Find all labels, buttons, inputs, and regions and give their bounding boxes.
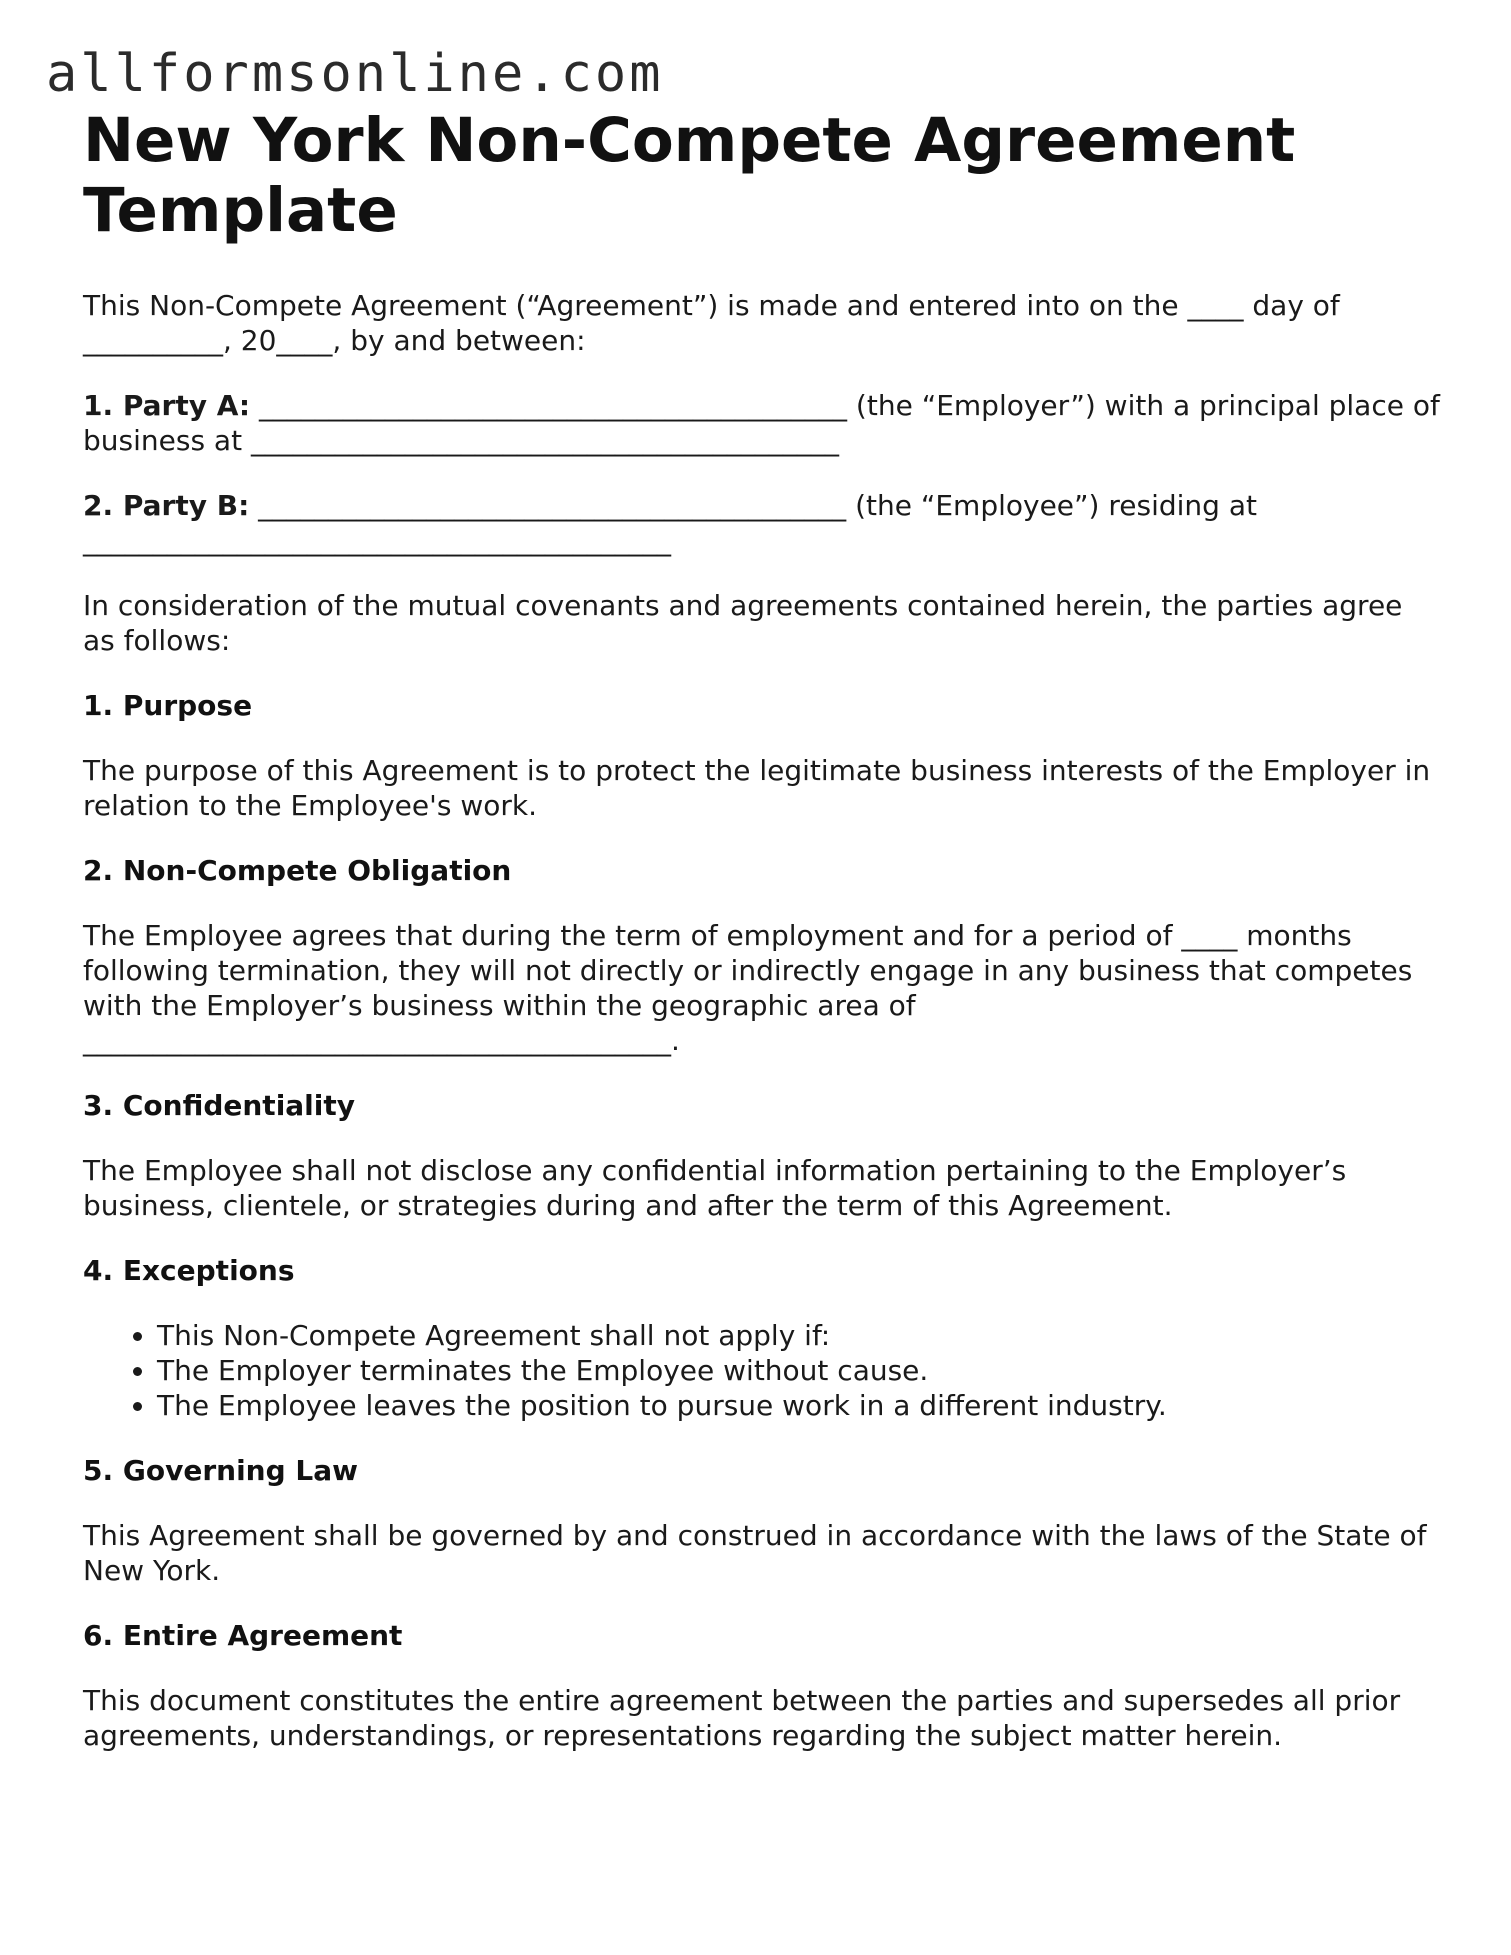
confidentiality-body: The Employee shall not disclose any confidential information pertaining to the Employer’s business, clientele, or strategies during and after the term of this Agreement. bbox=[83, 1154, 1347, 1222]
governing-law-heading: 5. Governing Law bbox=[83, 1454, 358, 1487]
non-compete-heading: 2. Non-Compete Obligation bbox=[83, 854, 512, 887]
governing-law-body: This Agreement shall be governed by and construed in accordance with the laws of the State of New York. bbox=[83, 1519, 1427, 1587]
confidentiality-heading: 3. Confidentiality bbox=[83, 1089, 356, 1122]
list-item: • This Non-Compete Agreement shall not apply if: bbox=[157, 1318, 1443, 1353]
intro-paragraph: This Non-Compete Agreement (“Agreement”) is made and entered into on the ____ day of __________, 20____, by and between: bbox=[83, 289, 1340, 357]
party-b-paragraph bbox=[83, 488, 1443, 558]
document-title: New York Non-Compete Agreement Template bbox=[83, 105, 1296, 246]
exceptions-list bbox=[83, 1318, 1443, 1423]
list-item: • The Employer terminates the Employee without cause. bbox=[157, 1353, 1443, 1388]
party-a-text: __________________________________________ (the “Employer”) with a principal place of business at __________________________________________ bbox=[83, 389, 1440, 457]
entire-agreement-heading: 6. Entire Agreement bbox=[83, 1619, 403, 1652]
party-b-text: __________________________________________ (the “Employee”) residing at __________________________________________ bbox=[83, 489, 1257, 557]
party-b-label: 2. Party B: bbox=[83, 489, 250, 522]
entire-agreement-body: This document constitutes the entire agreement between the parties and supersedes all prior agreements, understandings, or representations regarding the subject matter herein. bbox=[83, 1684, 1401, 1752]
site-watermark: allformsonline.com bbox=[46, 44, 664, 104]
consideration-paragraph: In consideration of the mutual covenants and agreements contained herein, the parties agree as follows: bbox=[83, 589, 1403, 657]
purpose-body: The purpose of this Agreement is to protect the legitimate business interests of the Employer in relation to the Employee's work. bbox=[83, 754, 1431, 822]
list-item: • The Employee leaves the position to pursue work in a different industry. bbox=[157, 1388, 1443, 1423]
non-compete-body: The Employee agrees that during the term of employment and for a period of ____ months following termination, they will not directly or indirectly engage in any business that competes with the Employer’s business within the geographic area of __________________________________________. bbox=[83, 919, 1413, 1057]
purpose-heading: 1. Purpose bbox=[83, 689, 253, 722]
party-a-paragraph bbox=[83, 388, 1443, 458]
exceptions-heading: 4. Exceptions bbox=[83, 1254, 295, 1287]
party-a-label: 1. Party A: bbox=[83, 389, 251, 422]
document-body bbox=[83, 106, 1443, 1783]
